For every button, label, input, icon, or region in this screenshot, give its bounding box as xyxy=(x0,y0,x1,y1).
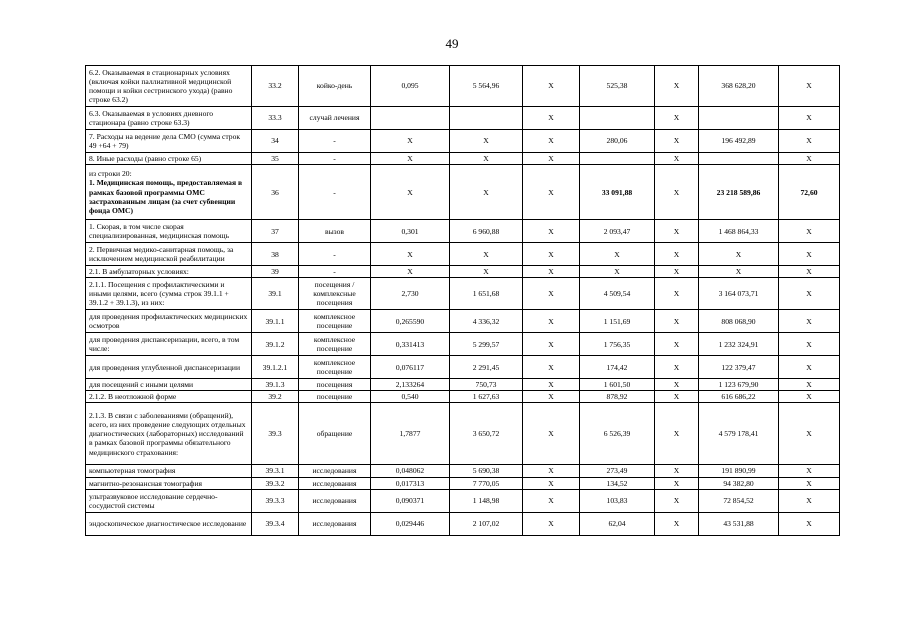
unit-of-measure: - xyxy=(299,266,371,278)
cost-norm: 4 336,32 xyxy=(450,310,523,333)
share-percent: X xyxy=(779,512,840,535)
row-name-text: 2.1.3. В связи с заболеваниями (обращений), всего, из них проведение следующих отдельных диагностических (лабораторных) исследований в рамках базовой программы обязательного медицинского страхования: xyxy=(89,411,246,457)
col-5: X xyxy=(523,477,580,489)
total-cost: 368 628,20 xyxy=(699,66,779,107)
col-7: X xyxy=(655,107,699,130)
row-name-text: компьютерная томография xyxy=(89,466,176,476)
col-5: X xyxy=(523,403,580,465)
volume-norm: X xyxy=(371,243,450,266)
volume-norm: X xyxy=(371,165,450,220)
total-cost: 1 232 324,91 xyxy=(699,333,779,356)
line-number: 33.3 xyxy=(252,107,299,130)
col-5: X xyxy=(523,379,580,391)
cost-norm: 6 960,88 xyxy=(450,220,523,243)
col-7: X xyxy=(655,512,699,535)
volume-norm: 1,7877 xyxy=(371,403,450,465)
table-row xyxy=(86,477,840,489)
col-5: X xyxy=(523,165,580,220)
volume-norm xyxy=(371,107,450,130)
row-name xyxy=(86,333,252,356)
row-name-text: 6.2. Оказываемая в стационарных условиях (включая койки паллиативной медицинской помощи и койки сестринского ухода) (равно строке 63.2) xyxy=(89,67,233,105)
line-number: 39.3.1 xyxy=(252,465,299,477)
row-name-text: 2. Первичная медико-санитарная помощь, за исключением медицинской реабилитации xyxy=(89,245,234,264)
share-percent: X xyxy=(779,391,840,403)
table-row xyxy=(86,310,840,333)
col-7: X xyxy=(655,66,699,107)
row-name-text: 2.1.2. В неотложной форме xyxy=(89,392,177,402)
line-number: 39.2 xyxy=(252,391,299,403)
row-name-text: для проведения диспансеризации, всего, в том числе: xyxy=(89,335,240,354)
volume-norm: X xyxy=(371,130,450,153)
table-row xyxy=(86,278,840,310)
unit-of-measure: - xyxy=(299,243,371,266)
volume-norm: 0,029446 xyxy=(371,512,450,535)
row-name xyxy=(86,379,252,391)
per-capita: 1 601,50 xyxy=(580,379,655,391)
col-5: X xyxy=(523,465,580,477)
col-7: X xyxy=(655,243,699,266)
row-name-bold: 1. Медицинская помощь, предоставляемая в рамках базовой программы ОМС застрахованным лицам (за счет субвенции фонда ОМС) xyxy=(89,178,243,215)
col-5: X xyxy=(523,66,580,107)
table-row xyxy=(86,66,840,107)
row-name-text: ультразвуковое исследование сердечно-сосудистой системы xyxy=(89,491,218,510)
col-7: X xyxy=(655,333,699,356)
per-capita: 33 091,88 xyxy=(580,165,655,220)
unit-of-measure: исследования xyxy=(299,489,371,512)
cost-norm: X xyxy=(450,243,523,266)
line-number: 39.3.3 xyxy=(252,489,299,512)
total-cost: 808 068,90 xyxy=(699,310,779,333)
col-5: X xyxy=(523,220,580,243)
table-row xyxy=(86,266,840,278)
row-name xyxy=(86,489,252,512)
col-7: X xyxy=(655,403,699,465)
per-capita: 878,92 xyxy=(580,391,655,403)
line-number: 39.1 xyxy=(252,278,299,310)
col-5: X xyxy=(523,107,580,130)
cost-norm: 1 627,63 xyxy=(450,391,523,403)
row-name xyxy=(86,220,252,243)
cost-norm: 5 690,38 xyxy=(450,465,523,477)
line-number: 39.1.1 xyxy=(252,310,299,333)
share-percent: X xyxy=(779,220,840,243)
unit-of-measure: - xyxy=(299,130,371,153)
unit-of-measure: обращение xyxy=(299,403,371,465)
per-capita xyxy=(580,153,655,165)
col-5: X xyxy=(523,356,580,379)
table-row xyxy=(86,489,840,512)
unit-of-measure: посещения xyxy=(299,379,371,391)
cost-norm: X xyxy=(450,130,523,153)
per-capita: 4 509,54 xyxy=(580,278,655,310)
unit-of-measure: исследования xyxy=(299,512,371,535)
per-capita: 1 151,69 xyxy=(580,310,655,333)
row-name xyxy=(86,356,252,379)
per-capita: 273,49 xyxy=(580,465,655,477)
share-percent: X xyxy=(779,333,840,356)
table-row xyxy=(86,130,840,153)
cost-norm: X xyxy=(450,165,523,220)
line-number: 38 xyxy=(252,243,299,266)
table-row xyxy=(86,333,840,356)
cost-norm: 3 650,72 xyxy=(450,403,523,465)
line-number: 33.2 xyxy=(252,66,299,107)
row-name xyxy=(86,266,252,278)
line-number: 39.3.4 xyxy=(252,512,299,535)
line-number: 39.3 xyxy=(252,403,299,465)
col-7: X xyxy=(655,130,699,153)
unit-of-measure: вызов xyxy=(299,220,371,243)
line-number: 36 xyxy=(252,165,299,220)
row-name xyxy=(86,310,252,333)
unit-of-measure: - xyxy=(299,153,371,165)
cost-norm: X xyxy=(450,153,523,165)
row-name-text: для проведения профилактических медицинских осмотров xyxy=(89,312,248,331)
total-cost: 1 123 679,90 xyxy=(699,379,779,391)
volume-norm: X xyxy=(371,153,450,165)
share-percent: X xyxy=(779,278,840,310)
row-name xyxy=(86,477,252,489)
share-percent: X xyxy=(779,310,840,333)
total-cost: 72 854,52 xyxy=(699,489,779,512)
per-capita: 525,38 xyxy=(580,66,655,107)
share-percent: X xyxy=(779,403,840,465)
volume-norm: 0,076117 xyxy=(371,356,450,379)
line-number: 39.3.2 xyxy=(252,477,299,489)
per-capita: 2 093,47 xyxy=(580,220,655,243)
col-7: X xyxy=(655,278,699,310)
col-7: X xyxy=(655,266,699,278)
total-cost: 191 890,99 xyxy=(699,465,779,477)
cost-norm: 5 299,57 xyxy=(450,333,523,356)
unit-of-measure: исследования xyxy=(299,465,371,477)
row-name-text: 7. Расходы на ведение дела СМО (сумма строк 49 +64 + 79) xyxy=(89,131,241,150)
total-cost: 3 164 073,71 xyxy=(699,278,779,310)
per-capita: 134,52 xyxy=(580,477,655,489)
share-percent: X xyxy=(779,356,840,379)
volume-norm: 0,331413 xyxy=(371,333,450,356)
line-number: 39.1.2.1 xyxy=(252,356,299,379)
total-cost xyxy=(699,153,779,165)
per-capita: 280,06 xyxy=(580,130,655,153)
col-5: X xyxy=(523,243,580,266)
total-cost xyxy=(699,107,779,130)
per-capita: X xyxy=(580,243,655,266)
row-name-text: магнитно-резонансная томография xyxy=(89,478,203,488)
row-name-text: для проведения углубленной диспансеризации xyxy=(89,362,241,372)
row-name-text: 8. Иные расходы (равно строке 65) xyxy=(89,154,202,163)
table-row xyxy=(86,403,840,465)
row-name-text: 2.1.1. Посещения с профилактическими и иными целями, всего (сумма строк 39.1.1 + 39.1.2 + 39.1.3), из них: xyxy=(89,280,229,308)
unit-of-measure: случай лечения xyxy=(299,107,371,130)
row-name xyxy=(86,107,252,130)
unit-of-measure: комплексное посещение xyxy=(299,356,371,379)
col-7: X xyxy=(655,310,699,333)
col-5: X xyxy=(523,278,580,310)
total-cost: 23 218 589,86 xyxy=(699,165,779,220)
share-percent: X xyxy=(779,266,840,278)
unit-of-measure: посещения / комплексные посещения xyxy=(299,278,371,310)
row-name-text: 1. Скорая, в том числе скорая специализированная, медицинская помощь xyxy=(89,222,230,241)
row-name xyxy=(86,403,252,465)
row-name xyxy=(86,165,252,220)
cost-norm: 2 291,45 xyxy=(450,356,523,379)
table-row xyxy=(86,165,840,220)
total-cost: 94 382,80 xyxy=(699,477,779,489)
unit-of-measure: посещение xyxy=(299,391,371,403)
volume-norm: 2,133264 xyxy=(371,379,450,391)
share-percent: 72,60 xyxy=(779,165,840,220)
total-cost: 616 686,22 xyxy=(699,391,779,403)
volume-norm: 0,301 xyxy=(371,220,450,243)
share-percent: X xyxy=(779,489,840,512)
col-7: X xyxy=(655,165,699,220)
col-5: X xyxy=(523,266,580,278)
cost-norm: 1 651,68 xyxy=(450,278,523,310)
row-name-text: для посещений с иными целями xyxy=(89,380,194,390)
per-capita: 103,83 xyxy=(580,489,655,512)
col-7: X xyxy=(655,379,699,391)
page-number: 49 xyxy=(445,36,459,51)
line-number: 39.1.2 xyxy=(252,333,299,356)
line-number: 35 xyxy=(252,153,299,165)
unit-of-measure: койко-день xyxy=(299,66,371,107)
row-name xyxy=(86,243,252,266)
per-capita: 174,42 xyxy=(580,356,655,379)
table-row xyxy=(86,220,840,243)
table-row xyxy=(86,153,840,165)
share-percent: X xyxy=(779,465,840,477)
table-row xyxy=(86,391,840,403)
table-row xyxy=(86,243,840,266)
row-name-text: 2.1. В амбулаторных условиях: xyxy=(89,267,189,277)
per-capita: 6 526,39 xyxy=(580,403,655,465)
col-7: X xyxy=(655,220,699,243)
row-name xyxy=(86,391,252,403)
total-cost: X xyxy=(699,266,779,278)
volume-norm: 0,540 xyxy=(371,391,450,403)
cost-norm xyxy=(450,107,523,130)
table-row xyxy=(86,379,840,391)
row-name xyxy=(86,66,252,107)
col-5: X xyxy=(523,333,580,356)
volume-norm: 2,730 xyxy=(371,278,450,310)
unit-of-measure: - xyxy=(299,165,371,220)
cost-norm: 7 770,05 xyxy=(450,477,523,489)
per-capita: 62,04 xyxy=(580,512,655,535)
table-row xyxy=(86,465,840,477)
per-capita: X xyxy=(580,266,655,278)
cost-norm: 750,73 xyxy=(450,379,523,391)
line-number: 37 xyxy=(252,220,299,243)
col-7: X xyxy=(655,356,699,379)
per-capita xyxy=(580,107,655,130)
line-number: 39.1.3 xyxy=(252,379,299,391)
row-name-text: из строки 20: xyxy=(89,169,132,179)
line-number: 39 xyxy=(252,266,299,278)
row-name xyxy=(86,130,252,153)
col-7: X xyxy=(655,465,699,477)
volume-norm: 0,017313 xyxy=(371,477,450,489)
row-name xyxy=(86,278,252,310)
col-5: X xyxy=(523,310,580,333)
row-name xyxy=(86,465,252,477)
total-cost: 43 531,88 xyxy=(699,512,779,535)
row-name-text: эндоскопическое диагностическое исследование xyxy=(89,519,247,529)
row-name-text: 6.3. Оказываемая в условиях дневного стационара (равно строке 63.3) xyxy=(89,108,214,127)
financing-table xyxy=(85,65,840,536)
col-5: X xyxy=(523,489,580,512)
share-percent: X xyxy=(779,107,840,130)
col-7: X xyxy=(655,391,699,403)
per-capita: 1 756,35 xyxy=(580,333,655,356)
volume-norm: 0,095 xyxy=(371,66,450,107)
unit-of-measure: исследования xyxy=(299,477,371,489)
col-5: X xyxy=(523,391,580,403)
line-number: 34 xyxy=(252,130,299,153)
cost-norm: 1 148,98 xyxy=(450,489,523,512)
unit-of-measure: комплексное посещение xyxy=(299,333,371,356)
table-row xyxy=(86,107,840,130)
row-name xyxy=(86,512,252,535)
share-percent: X xyxy=(779,153,840,165)
col-5: X xyxy=(523,153,580,165)
unit-of-measure: комплексное посещение xyxy=(299,310,371,333)
table-row xyxy=(86,356,840,379)
volume-norm: 0,090371 xyxy=(371,489,450,512)
share-percent: X xyxy=(779,379,840,391)
volume-norm: 0,048062 xyxy=(371,465,450,477)
table-row xyxy=(86,512,840,535)
share-percent: X xyxy=(779,130,840,153)
cost-norm: 5 564,96 xyxy=(450,66,523,107)
volume-norm: X xyxy=(371,266,450,278)
cost-norm: 2 107,02 xyxy=(450,512,523,535)
total-cost: 4 579 178,41 xyxy=(699,403,779,465)
cost-norm: X xyxy=(450,266,523,278)
col-7: X xyxy=(655,153,699,165)
share-percent: X xyxy=(779,243,840,266)
col-7: X xyxy=(655,489,699,512)
total-cost: 122 379,47 xyxy=(699,356,779,379)
total-cost: 196 492,89 xyxy=(699,130,779,153)
col-5: X xyxy=(523,130,580,153)
col-5: X xyxy=(523,512,580,535)
total-cost: 1 468 864,33 xyxy=(699,220,779,243)
total-cost: X xyxy=(699,243,779,266)
share-percent: X xyxy=(779,477,840,489)
volume-norm: 0,265590 xyxy=(371,310,450,333)
col-7: X xyxy=(655,477,699,489)
row-name xyxy=(86,153,252,165)
share-percent: X xyxy=(779,66,840,107)
